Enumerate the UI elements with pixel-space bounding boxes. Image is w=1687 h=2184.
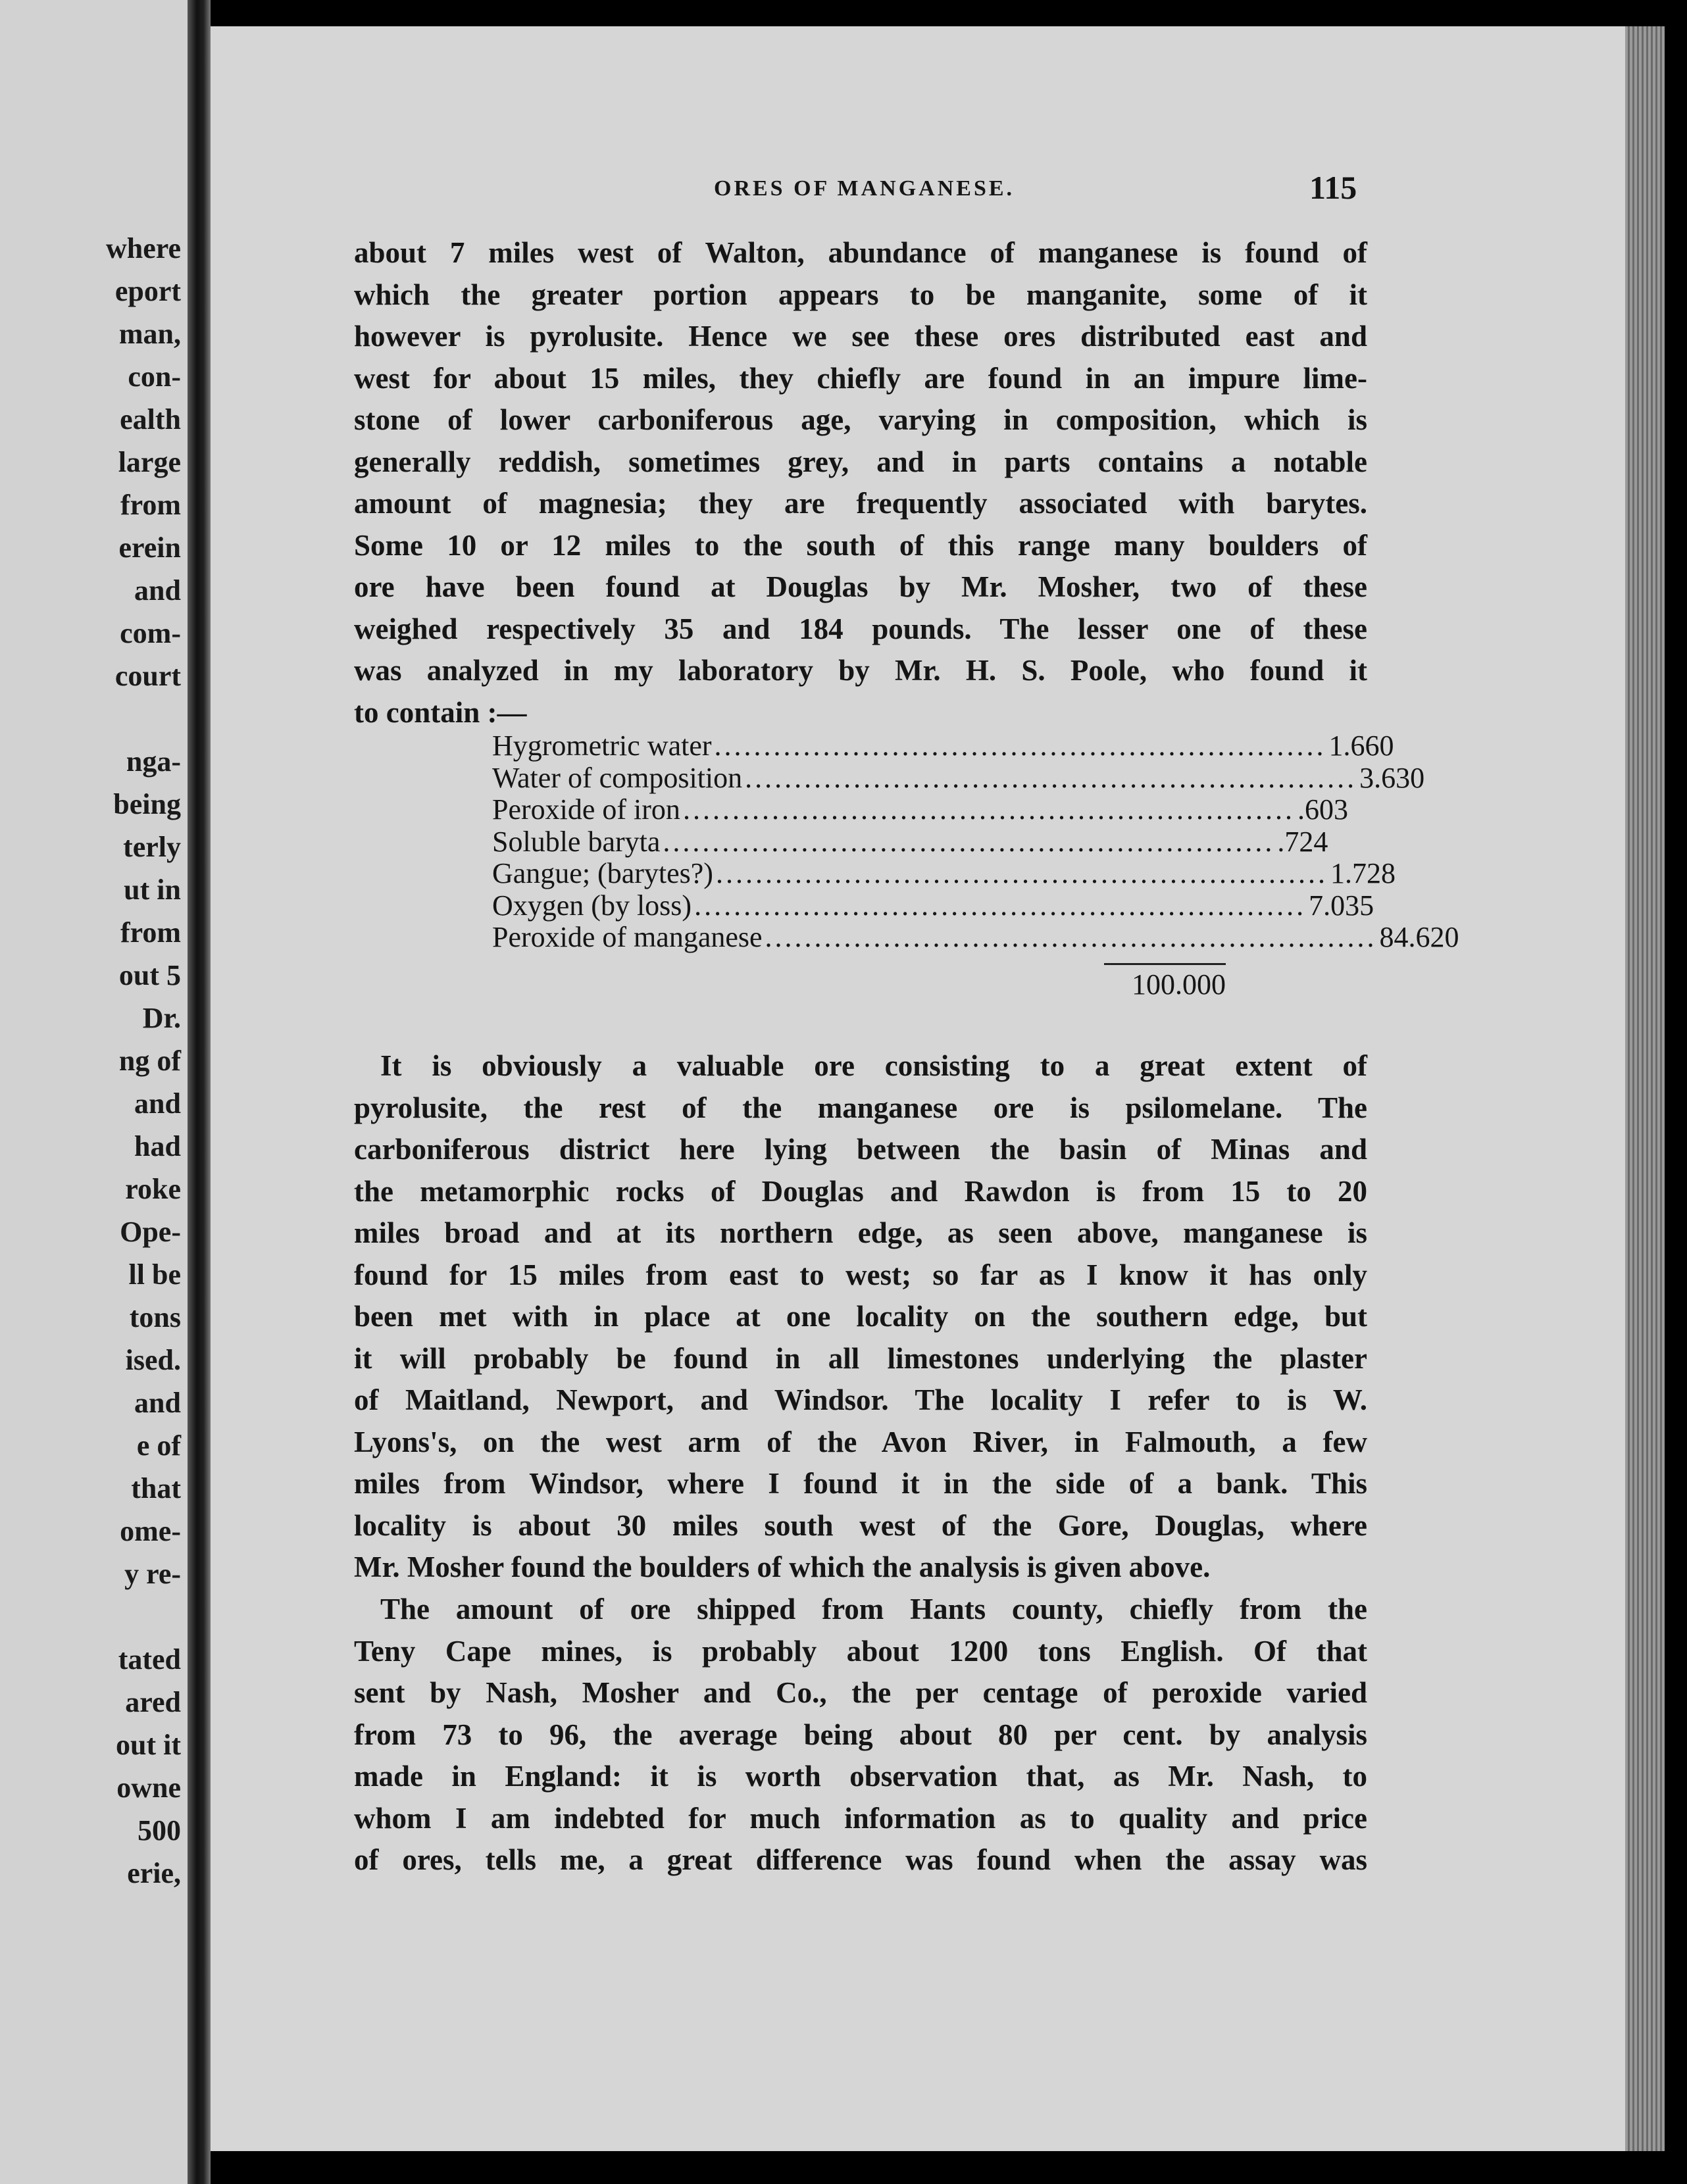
text-line: of ores, tells me, a great difference was found when the assay was [354, 1843, 1367, 1876]
left-fragment: erein [118, 532, 181, 564]
text-line: was analyzed in my laboratory by Mr. H. S. Poole, who found it [354, 654, 1367, 687]
left-fragment: had [134, 1130, 181, 1162]
text-line: whom I am indebted for much information as to quality and price [354, 1801, 1367, 1835]
text-line: stone of lower carboniferous age, varying in composition, which is [354, 403, 1367, 436]
text-line: made in England: it is worth observation that, as Mr. Nash, to [354, 1760, 1367, 1793]
left-fragment: terly [123, 831, 181, 863]
analysis-label: Water of composition [492, 761, 743, 794]
analysis-row [492, 825, 1328, 858]
text-line: miles from Windsor, where I found it in the side of a bank. This [354, 1467, 1367, 1500]
left-fragment: from [120, 916, 181, 949]
left-fragment: court [114, 660, 181, 692]
left-fragment-group-c [106, 1638, 181, 1895]
left-fragment: large [118, 446, 181, 478]
left-fragment: roke [125, 1173, 181, 1205]
left-page-text-fragments [106, 227, 181, 1895]
text-line: pyrolusite, the rest of the manganese ore is psilomelane. The [354, 1091, 1367, 1124]
analysis-value: 3.630 [1359, 761, 1425, 794]
analysis-table [492, 730, 1459, 1001]
sum-rule [1104, 963, 1226, 965]
analysis-label: Gangue; (barytes?) [492, 857, 713, 889]
analysis-row [492, 761, 1425, 795]
left-fragment: Dr. [142, 1002, 181, 1034]
left-fragment: tons [129, 1301, 181, 1333]
left-fragment: owne [116, 1772, 181, 1804]
text-line: about 7 miles west of Walton, abundance of manganese is found of [354, 236, 1367, 269]
left-fragment-group-b [106, 740, 181, 1595]
analysis-row [492, 921, 1459, 954]
text-line: The amount of ore shipped from Hants county, chiefly from the [380, 1593, 1367, 1626]
text-line: amount of magnesia; they are frequently associated with barytes. [354, 487, 1367, 520]
left-fragment: con- [128, 360, 181, 393]
analysis-value: 7.035 [1309, 889, 1374, 922]
text-line: miles broad and at its northern edge, as seen above, manganese is [354, 1216, 1367, 1249]
analysis-total: 100.000 [1132, 968, 1226, 1001]
left-fragment: and [134, 1387, 181, 1419]
text-line: It is obviously a valuable ore consisting to a great extent of [380, 1049, 1367, 1082]
left-fragment: being [113, 788, 181, 820]
text-line: it will probably be found in all limestones underlying the plaster [354, 1341, 1367, 1375]
left-fragment: ealth [120, 403, 181, 435]
left-fragment: eport [114, 275, 181, 307]
left-fragment: that [131, 1472, 181, 1504]
text-line: weighed respectively 35 and 184 pounds. The lesser one of these [354, 612, 1367, 645]
text-line: generally reddish, sometimes grey, and in parts contains a notable [354, 445, 1367, 478]
text-line: west for about 15 miles, they chiefly are found in an impure lime- [354, 361, 1367, 395]
leader-dots: .............................................................. [694, 889, 1307, 922]
left-fragment: and [134, 574, 181, 607]
left-fragment: nga- [126, 745, 181, 778]
left-fragment: from [120, 489, 181, 521]
left-fragment: out it [116, 1729, 181, 1761]
leader-dots: .............................................................. [715, 857, 1328, 889]
text-line: the metamorphic rocks of Douglas and Rawdon is from 15 to 20 [354, 1174, 1367, 1208]
analysis-value: 1.660 [1328, 730, 1394, 762]
analysis-value: 84.620 [1379, 921, 1459, 953]
text-line: from 73 to 96, the average being about 80 per cent. by analysis [354, 1718, 1367, 1751]
analysis-row [492, 889, 1374, 922]
analysis-row [492, 730, 1394, 762]
text-line: carboniferous district here lying between the basin of Minas and [354, 1133, 1367, 1166]
left-fragment: 500 [138, 1814, 181, 1847]
running-title: ORES OF MANGANESE. [714, 176, 1015, 201]
text-line: Mr. Mosher found the boulders of which the analysis is given above. [354, 1551, 1211, 1583]
analysis-value: 1.728 [1330, 857, 1396, 889]
text-line: ore have been found at Douglas by Mr. Mosher, two of these [354, 570, 1367, 603]
paragraph-1 [354, 232, 1367, 733]
text-line: been met with in place at one locality on the southern edge, but [354, 1300, 1367, 1333]
analysis-row [492, 793, 1348, 826]
left-fragment: out 5 [118, 959, 181, 991]
analysis-label: Peroxide of manganese [492, 921, 763, 953]
leader-dots: .............................................................. [682, 793, 1295, 826]
text-line: found for 15 miles from east to west; so far as I know it has only [354, 1258, 1367, 1291]
text-line: locality is about 30 miles south west of the Gore, Douglas, where [354, 1508, 1367, 1542]
analysis-value: .724 [1277, 825, 1328, 858]
left-fragment: tated [118, 1643, 181, 1675]
analysis-label: Peroxide of iron [492, 793, 680, 826]
text-line: sent by Nash, Mosher and Co., the per centage of peroxide varied [354, 1676, 1367, 1709]
analysis-label: Soluble baryta [492, 825, 661, 858]
left-fragment: ll be [128, 1258, 181, 1291]
leader-dots: .............................................................. [714, 730, 1326, 762]
left-fragment: com- [120, 617, 181, 649]
left-page-edge [0, 0, 188, 2184]
text-line: Lyons's, on the west arm of the Avon River, in Falmouth, a few [354, 1425, 1367, 1458]
left-fragment: man, [118, 318, 181, 350]
text-line: of Maitland, Newport, and Windsor. The locality I refer to is W. [354, 1383, 1367, 1416]
left-fragment: and [134, 1087, 181, 1120]
leader-dots: .............................................................. [663, 825, 1275, 858]
left-fragment: ut in [124, 874, 181, 906]
leader-dots: .............................................................. [745, 761, 1357, 794]
left-fragment: y re- [124, 1558, 181, 1590]
left-fragment: erie, [127, 1857, 181, 1889]
analysis-row [492, 857, 1396, 890]
left-fragment: ng of [118, 1045, 181, 1077]
text-line: however is pyrolusite. Hence we see these ores distributed east and [354, 320, 1367, 353]
paragraph-3 [354, 1589, 1367, 1881]
book-gutter [188, 0, 211, 2184]
left-fragment: ome- [120, 1515, 181, 1547]
analysis-value: .603 [1297, 793, 1348, 826]
analysis-label: Oxygen (by loss) [492, 889, 692, 922]
analysis-label: Hygrometric water [492, 730, 712, 762]
paragraph-2 [354, 1045, 1367, 1589]
left-fragment: where [105, 232, 181, 264]
page-number: 115 [1309, 169, 1357, 206]
text-line: which the greater portion appears to be manganite, some of it [354, 278, 1367, 311]
text-line: Some 10 or 12 miles to the south of this range many boulders of [354, 528, 1367, 562]
left-fragment: ared [125, 1686, 181, 1718]
page-stack-edge [1625, 26, 1665, 2151]
text-line: Teny Cape mines, is probably about 1200 tons English. Of that [354, 1634, 1367, 1668]
text-line: to contain :— [354, 695, 527, 729]
leader-dots: .............................................................. [765, 921, 1377, 953]
left-fragment: Ope- [120, 1216, 181, 1248]
left-fragment-group-a [106, 227, 181, 697]
left-fragment: e of [136, 1429, 181, 1462]
left-fragment: ised. [125, 1344, 181, 1376]
